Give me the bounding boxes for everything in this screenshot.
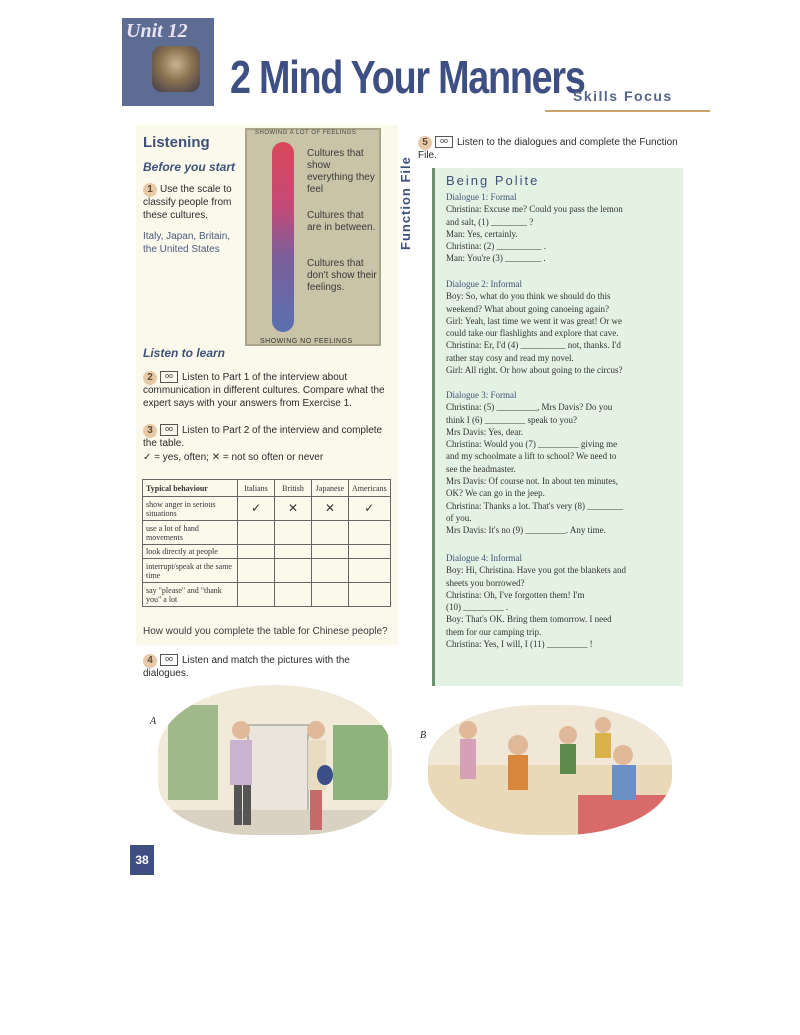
table-cell[interactable] [238,559,275,583]
table-cell[interactable] [238,583,275,607]
dialogue-line: sheets you borrowed? [446,577,525,588]
table-cell[interactable] [275,521,312,545]
dialogue-line: Boy: That's OK. Bring them tomorrow. I need [446,614,612,625]
exercise-2-number: 2 [143,371,157,385]
dialogue-3 [446,389,674,537]
exercise-1-number: 1 [143,183,157,197]
table-header: Typical behaviour [143,480,238,497]
dialogue-line: Girl: Yeah, last time we went it was great! Or we [446,315,622,326]
dialogue-line: Girl: All right. Or how about going to the circus? [446,365,623,376]
exercise-3-text: Listen to Part 2 of the interview and complete the table. [143,425,383,449]
table-header: Americans [349,480,391,497]
scale-bottom-label: SHOWING NO FEELINGS [260,338,353,345]
dialogue-line: Christina: Yes, I will, I (11) _________ ! [446,639,593,650]
scale-label-in-between: Cultures that are in between. [307,210,376,233]
table-cell[interactable] [238,521,275,545]
page-title: 2 Mind Your Manners [230,51,585,103]
dialogue-2-heading: Dialogue 2: Informal [446,279,522,289]
table-header: British [275,480,312,497]
dialogue-line: see the headmaster. [446,463,516,474]
dialogue-3-heading: Dialogue 3: Formal [446,390,517,400]
exercise-5-number: 5 [418,136,432,150]
table-cell[interactable] [349,545,391,559]
row-label: use a lot of hand movements [143,521,238,545]
row-label: say "please" and "thank you" a lot [143,583,238,607]
dialogue-line: Boy: Hi, Christina. Have you got the blankets and [446,565,626,576]
chinese-question: How would you complete the table for Chinese people? [143,626,388,637]
skills-focus-label: Skills Focus [573,88,673,104]
table-header: Japanese [312,480,349,497]
function-file-side-label: Function File [398,156,413,250]
exercise-4-number: 4 [143,654,157,668]
table-cell[interactable] [349,521,391,545]
dialogue-line: OK? We can go in the jeep. [446,488,545,499]
cultures-list: Italy, Japan, Britain, the United States [143,231,231,255]
table-cell[interactable]: ✓ [349,497,391,521]
table-cell[interactable]: ✕ [312,497,349,521]
dialogue-2 [446,278,674,376]
picture-a-illustration [158,685,392,835]
table-cell[interactable] [275,545,312,559]
table-cell[interactable] [312,545,349,559]
exercise-5-text: Listen to the dialogues and complete the Function File. [418,137,678,161]
scale-top-label: SHOWING A LOT OF FEELINGS [255,130,357,136]
exercise-1 [143,183,239,222]
dialogue-line: Man: You're (3) ________ . [446,253,546,264]
row-label: interrupt/speak at the same time [143,559,238,583]
table-row [143,497,391,521]
scale-label-no-feelings: Cultures that don't show their feelings. [307,258,377,293]
table-row [143,521,391,545]
row-label: look directly at people [143,545,238,559]
table-cell[interactable] [312,521,349,545]
table-cell[interactable]: ✓ [238,497,275,521]
unit-photo [152,46,200,92]
dialogue-line: of you. [446,512,472,523]
exercise-5 [418,136,678,163]
dialogue-line: them for our camping trip. [446,626,542,637]
dialogue-line: and salt, (1) ________ ? [446,216,534,227]
exercise-2-text: Listen to Part 1 of the interview about communication in different cultures. Compare what the expert says with your answers from Exercise 1. [143,372,385,409]
dialogue-line: Christina: Thanks a lot. That's very (8) ________ [446,500,624,511]
dialogue-line: think I (6) _________ speak to you? [446,414,577,425]
table-cell[interactable] [275,583,312,607]
exercise-3-key: ✓ = yes, often; ✕ = not so often or never [143,452,324,463]
dialogue-line: Mrs Davis: Of course not. In about ten minutes, [446,476,618,487]
audio-icon: oo [435,136,453,148]
table-row [143,559,391,583]
table-row [143,583,391,607]
dialogue-line: Christina: Er, I'd (4) __________ not, thanks. I'd [446,340,621,351]
audio-icon: oo [160,654,178,666]
picture-b-label: B [420,730,427,741]
exercise-2 [143,371,388,410]
dialogue-line: Christina: Would you (7) _________ giving me [446,439,618,450]
table-cell[interactable] [349,583,391,607]
unit-label: Unit 12 [126,20,188,42]
dialogue-4-heading: Dialogue 4: Informal [446,553,522,563]
table-cell[interactable] [275,559,312,583]
dialogue-1-heading: Dialogue 1: Formal [446,192,517,202]
dialogue-line: could take our flashlights and explore that cave. [446,328,619,339]
header-rule [545,110,710,112]
table-cell[interactable] [312,559,349,583]
listen-to-learn-heading: Listen to learn [143,346,226,360]
listening-heading: Listening [143,134,210,151]
table-header-row [143,480,391,497]
table-row [143,545,391,559]
dialogue-line: Mrs Davis: It's no (9) _________. Any time. [446,525,606,536]
dialogue-line: Christina: (2) __________ . [446,241,546,252]
scale-label-show-everything: Cultures that show everything they feel [307,148,375,195]
picture-b-illustration [428,705,672,835]
dialogue-line: Christina: (5) _________, Mrs Davis? Do you [446,402,613,413]
dialogue-line: Boy: So, what do you think we should do this [446,291,611,302]
table-cell[interactable]: ✕ [275,497,312,521]
table-cell[interactable] [349,559,391,583]
audio-icon: oo [160,371,178,383]
before-you-start-heading: Before you start [143,160,236,174]
dialogue-line: Christina: Oh, I've forgotten them! I'm [446,589,585,600]
exercise-3-number: 3 [143,424,157,438]
exercise-3 [143,424,383,451]
dialogue-line: weekend? What about going canoeing again? [446,303,610,314]
exercise-4-text: Listen and match the pictures with the dialogues. [143,655,350,679]
dialogue-1 [446,191,674,265]
page-number: 38 [130,845,154,875]
dialogue-line: and my schoolmate a lift to school? We need to [446,451,617,462]
behaviour-table [142,479,391,607]
table-cell[interactable] [312,583,349,607]
row-label: show anger in serious situations [143,497,238,521]
exercise-4 [143,654,383,681]
dialogue-line: (10) _________ . [446,602,509,613]
being-polite-title: Being Polite [446,173,540,188]
thermometer-tube [272,142,294,332]
table-header: Italians [238,480,275,497]
dialogue-line: Man: Yes, certainly. [446,228,518,239]
table-cell[interactable] [238,545,275,559]
audio-icon: oo [160,424,178,436]
dialogue-line: Christina: Excuse me? Could you pass the lemon [446,204,623,215]
dialogue-line: Mrs Davis: Yes, dear. [446,426,524,437]
picture-a-label: A [150,716,157,727]
dialogue-4 [446,552,674,650]
exercise-1-text: Use the scale to classify people from these cultures. [143,184,232,221]
dialogue-line: rather stay cosy and read my novel. [446,352,574,363]
